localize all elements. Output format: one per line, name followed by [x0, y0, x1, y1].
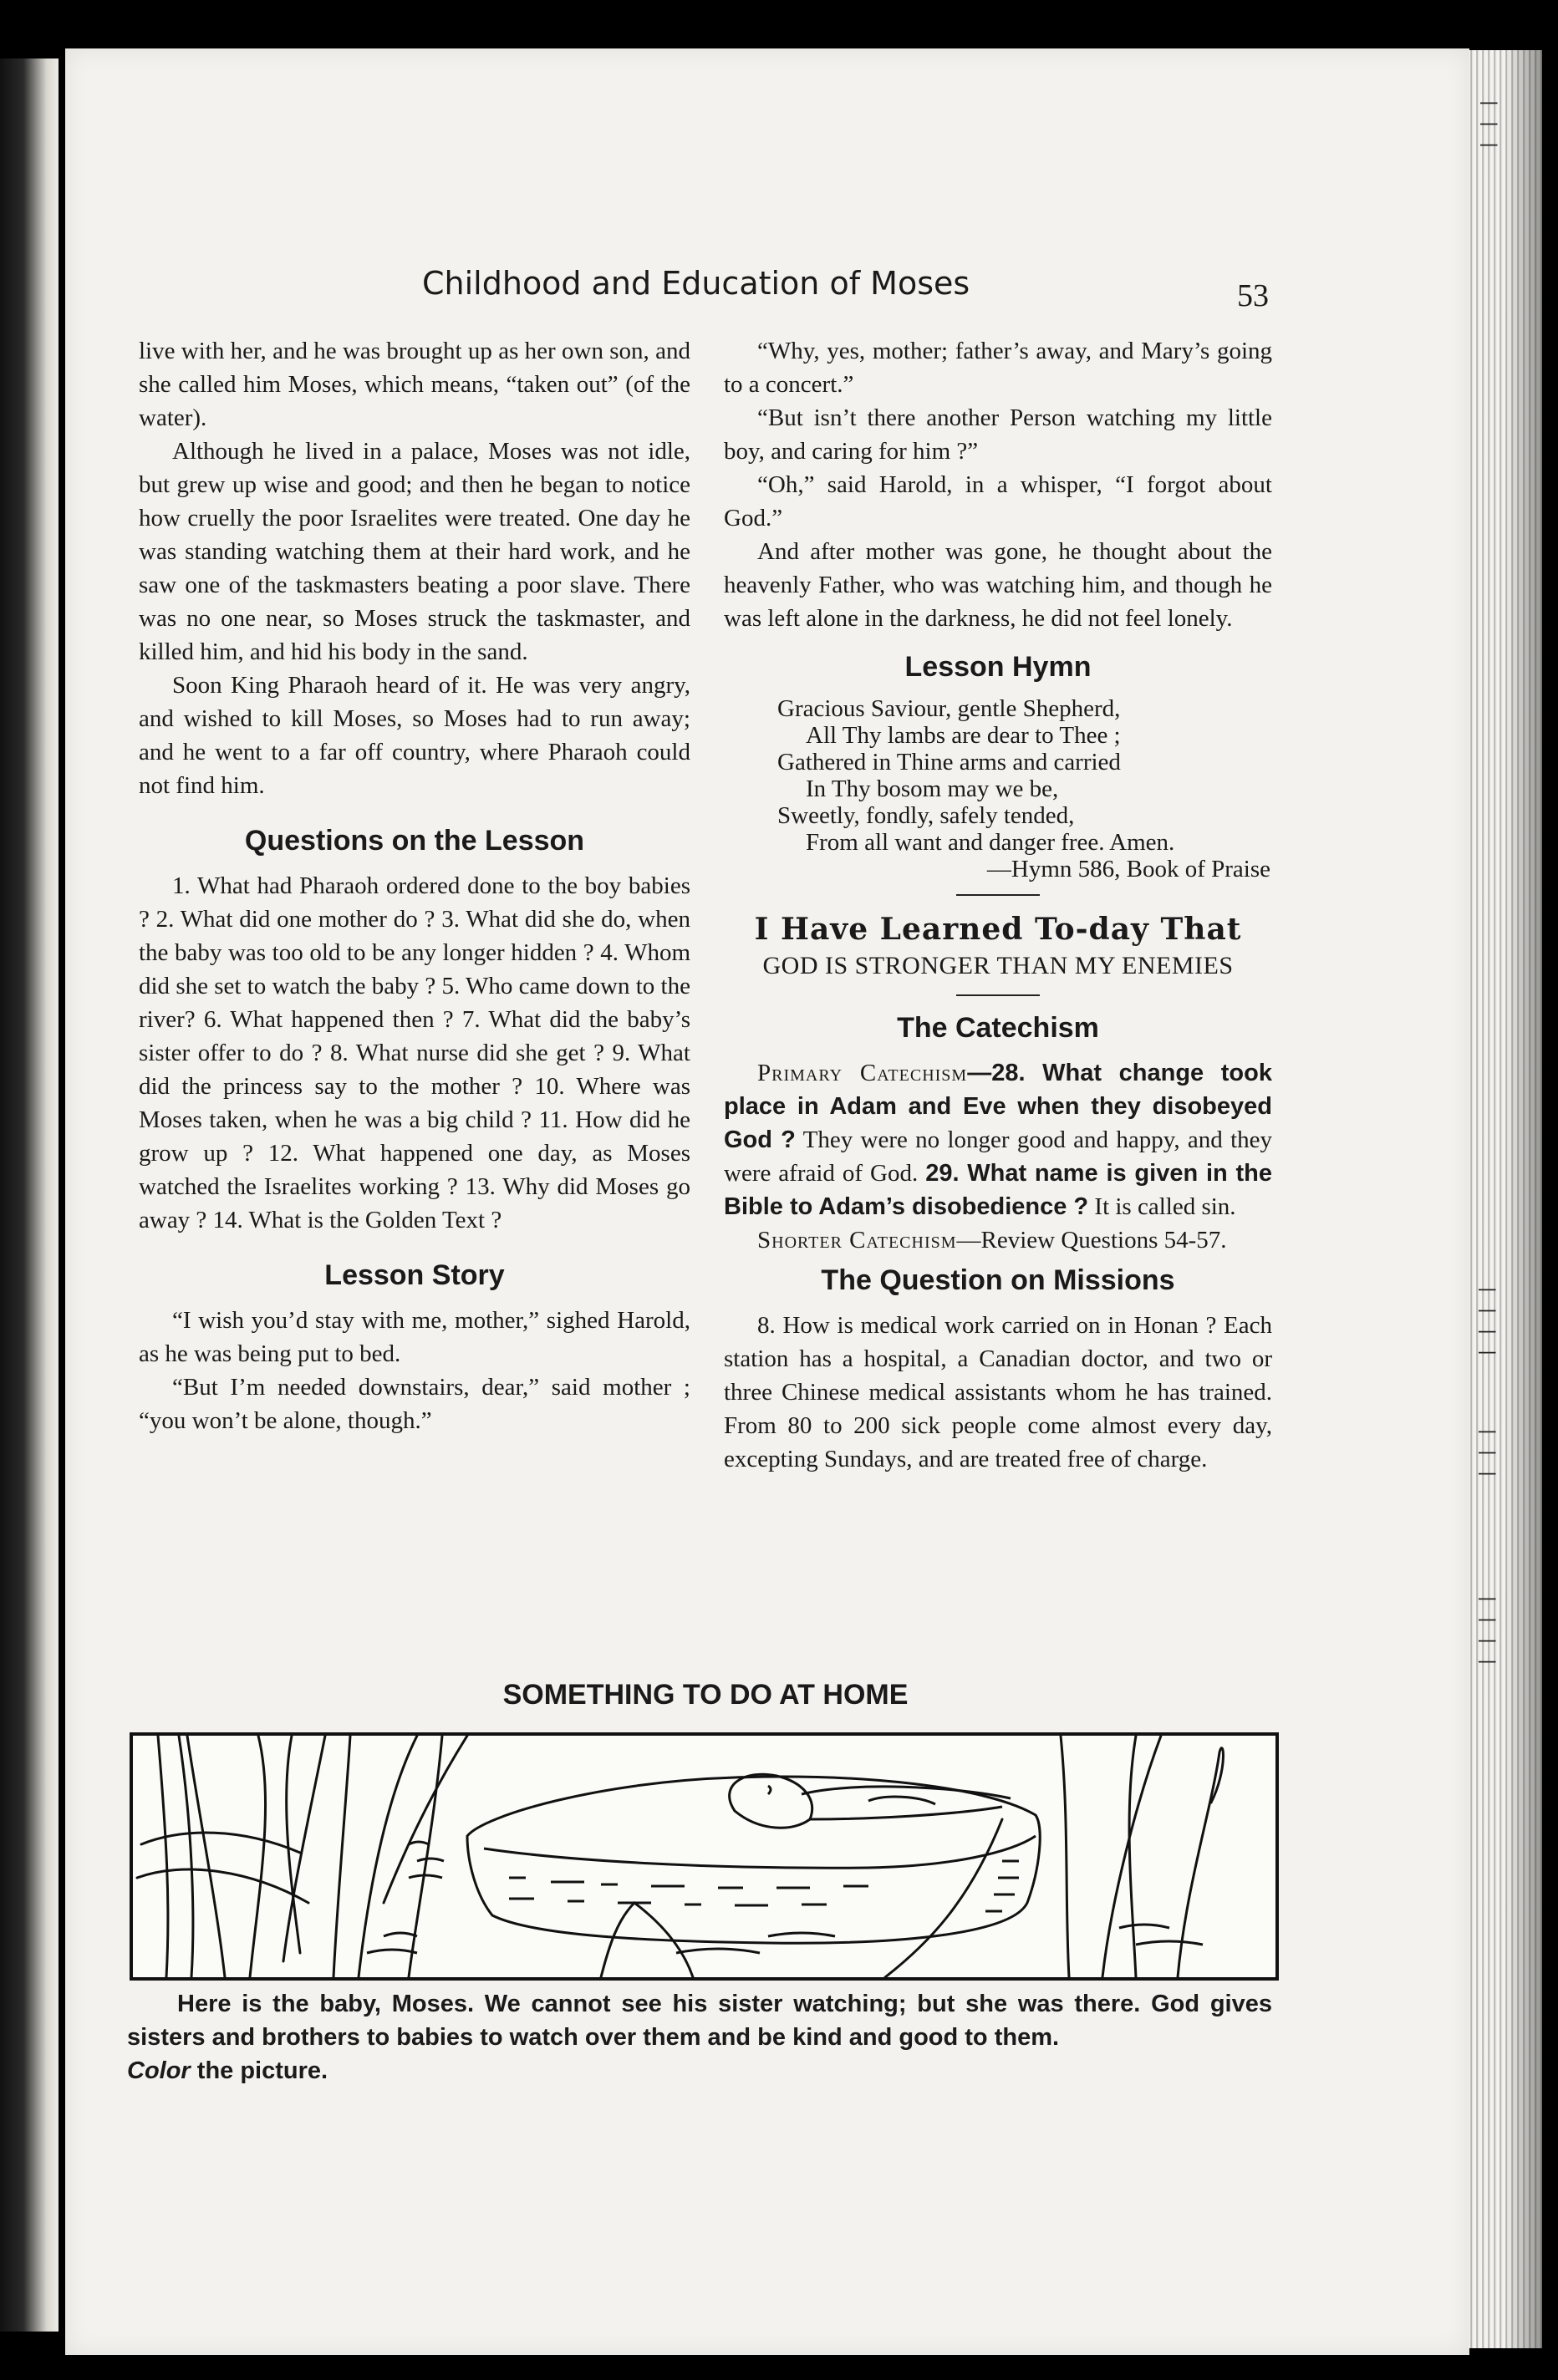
reeds-left	[137, 1736, 467, 1977]
catechism-answer: They were no longer good and happy, and they were afraid of God.	[724, 1126, 1273, 1187]
missions-heading: The Question on Missions	[821, 1264, 1175, 1296]
baby	[730, 1774, 1011, 1828]
hymn-line: In Thy bosom may we be,	[806, 776, 1059, 802]
water-ripples	[367, 1842, 1203, 1953]
story-paragraph: “But isn’t there another Person watching my little boy, and caring for him ?”	[724, 404, 1272, 465]
catechism-question: 29. What name is given in the Bible to Adam’s disobedience ?	[724, 1160, 1272, 1220]
questions-heading: Questions on the Lesson	[244, 825, 585, 857]
shorter-catechism-label: Shorter Catechism	[757, 1227, 957, 1254]
running-title: Childhood and Education of Moses	[422, 265, 970, 302]
shorter-catechism-text: —Review Questions 54-57.	[956, 1227, 1227, 1254]
primary-catechism	[724, 1056, 1272, 1223]
page-stack-shadow	[1505, 50, 1558, 2348]
catechism-heading: The Catechism	[897, 1012, 1099, 1044]
coloring-picture	[133, 1736, 1275, 1977]
hymn-line: From all want and danger free. Amen.	[806, 829, 1175, 856]
questions-list: 1. What had Pharaoh ordered done to the boy babies ? 2. What did one mother do ? 3. What did she do, when the baby was too old to be any longer hidden ? 4. Whom did she set to watch the baby ? 5. Who came down to the river? 6. What happened then ? 7. What did the baby’s sister offer to do ? 8. What nurse did she get ? 9. What did the princess say to the mother ? 10. Where was Moses taken, when he was a big child ? 11. How did he grow up ? 12. What happened one day, as Moses watched the Israelites working ? 13. Why did Moses go away ? 14. What is the Golden Text ?	[139, 872, 690, 1233]
paragraph: live with her, and he was brought up as her own son, and she called him Moses, which means, “taken out” (of the water).	[139, 338, 690, 431]
hymn-line: All Thy lambs are dear to Thee ;	[806, 722, 1121, 749]
story-paragraph: “I wish you’d stay with me, mother,” sighed Harold, as he was being put to bed.	[139, 1307, 690, 1367]
lesson-hymn-heading: Lesson Hymn	[904, 651, 1092, 683]
basket	[467, 1777, 1040, 1943]
hymn-line: Sweetly, fondly, safely tended,	[777, 802, 1075, 829]
hymn-line: Gracious Saviour, gentle Shepherd,	[777, 695, 1121, 722]
facing-page-edge	[0, 58, 59, 2332]
catechism-answer: It is called sin.	[1094, 1193, 1236, 1220]
right-column	[724, 334, 1272, 1476]
moses-basket-illustration	[130, 1732, 1279, 1981]
learned-heading: I Have Learned To-day That	[754, 912, 1242, 947]
story-paragraph: “Oh,” said Harold, in a whisper, “I forgot about God.”	[724, 471, 1272, 531]
home-activity-heading: SOMETHING TO DO AT HOME	[502, 1679, 909, 1711]
caption-text: Here is the baby, Moses. We cannot see his sister watching; but she was there. God gives sisters and brothers to babies to watch over them and be kind and good to them.	[127, 1991, 1272, 2051]
shorter-catechism	[724, 1223, 1272, 1257]
illustration-caption	[127, 1987, 1272, 2088]
hymn-line: Gathered in Thine arms and carried	[777, 749, 1121, 776]
caption-emphasis: Color	[127, 2057, 191, 2084]
divider	[956, 994, 1040, 996]
hymn-verse	[724, 695, 1272, 882]
story-paragraph: “Why, yes, mother; father’s away, and Mary’s going to a concert.”	[724, 338, 1272, 398]
stack-mark: | | |	[1480, 100, 1500, 153]
paragraph: Soon King Pharaoh heard of it. He was very angry, and wished to kill Moses, so Moses had to run away; and he went to a far off country, where Pharaoh could not find him.	[139, 672, 690, 799]
missions-text: 8. How is medical work carried on in Honan ? Each station has a hospital, a Canadian doctor, and two or three Chinese medical assistants whom he has trained. From 80 to 200 sick people come almost every day, excepting Sundays, and are treated free of charge.	[724, 1312, 1272, 1472]
story-paragraph: “But I’m needed downstairs, dear,” said mother ; “you won’t be alone, though.”	[139, 1374, 690, 1434]
stack-mark: | | | |	[1479, 1596, 1499, 1671]
divider	[956, 894, 1040, 896]
story-paragraph: And after mother was gone, he thought about the heavenly Father, who was watching him, and though he was left alone in the darkness, he did not feel lonely.	[724, 538, 1272, 632]
lesson-story-heading: Lesson Story	[324, 1259, 505, 1291]
page-number: 53	[1237, 278, 1269, 313]
left-column	[139, 334, 690, 1437]
stack-mark: | | |	[1479, 1429, 1499, 1482]
paragraph: Although he lived in a palace, Moses was not idle, but grew up wise and good; and then he began to notice how cruelly the poor Israelites were treated. One day he was standing watching them at their hard work, and he saw one of the taskmasters beating a poor slave. There was no one near, so Moses struck the taskmaster, and killed him, and hid his body in the sand.	[139, 438, 690, 665]
catechism-question: —28. What change took place in Adam and Eve when they disobeyed God ?	[724, 1060, 1272, 1153]
learned-statement: GOD IS STRONGER THAN MY ENEMIES	[762, 952, 1234, 979]
stack-mark: | | | |	[1479, 1287, 1499, 1361]
primary-catechism-label: Primary Catechism	[757, 1060, 968, 1086]
caption-end: the picture.	[196, 2057, 328, 2084]
hymn-attribution: —Hymn 586, Book of Praise	[986, 856, 1270, 882]
